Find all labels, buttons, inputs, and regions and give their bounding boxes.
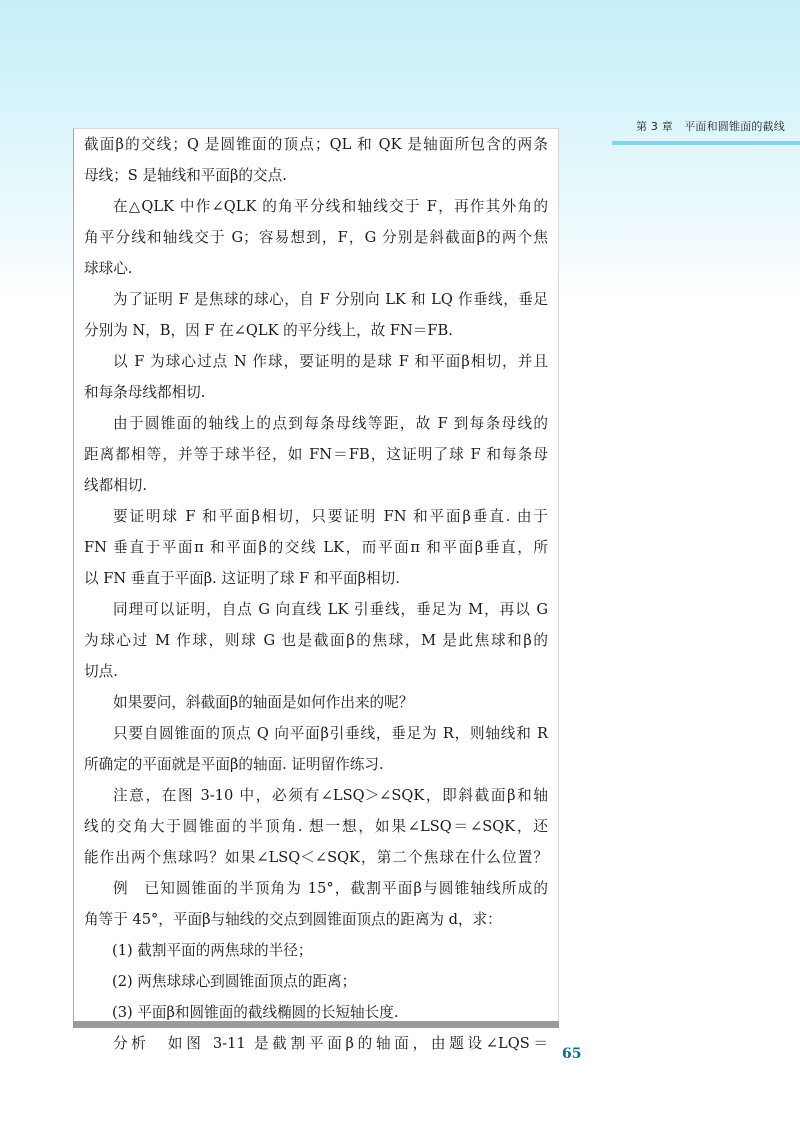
text-line: 以 F 为球心过点 N 作球，要证明的是球 F 和平面β相切，并且: [113, 353, 548, 370]
text-line: 截面β的交线；Q 是圆锥面的顶点；QL 和 QK 是轴面所包含的两条: [84, 136, 548, 153]
text-line: 如果要问，斜截面β的轴面是如何作出来的呢？: [113, 694, 414, 711]
text-line: 距离都相等，并等于球半径，如 FN＝FB，这证明了球 F 和每条母: [84, 446, 548, 463]
text-line: 线都相切.: [84, 477, 148, 494]
text-line: 由于圆锥面的轴线上的点到每条母线等距，故 F 到每条母线的: [113, 415, 548, 432]
text-line: (1) 截割平面的两焦球的半径；: [112, 942, 313, 959]
text-line: 要证明球 F 和平面β相切，只要证明 FN 和平面β垂直. 由于: [113, 508, 548, 525]
text-line: 只要自圆锥面的顶点 Q 向平面β引垂线，垂足为 R，则轴线和 R: [113, 725, 548, 742]
text-line: 和每条母线都相切.: [84, 384, 206, 401]
text-line: 注意，在图 3-10 中，必须有∠LSQ＞∠SQK，即斜截面β和轴: [113, 787, 548, 804]
text-line: FN 垂直于平面π 和平面β的交线 LK，而平面π 和平面β垂直，所: [84, 539, 548, 556]
text-line: 分析 如图 3-11 是截割平面β的轴面，由题设∠LQS＝: [113, 1035, 548, 1052]
text-line: 线的交角大于圆锥面的半顶角. 想一想，如果∠LSQ＝∠SQK，还: [84, 818, 548, 835]
header-rule: [612, 141, 800, 145]
text-line: 同理可以证明，自点 G 向直线 LK 引垂线，垂足为 M，再以 G: [113, 601, 548, 618]
text-line: 分别为 N，B，因 F 在∠QLK 的平分线上，故 FN＝FB.: [84, 322, 453, 339]
text-line: 以 FN 垂直于平面β. 这证明了球 F 和平面β相切.: [84, 570, 400, 587]
text-line: (2) 两焦球球心到圆锥面顶点的距离；: [112, 973, 357, 990]
text-line: 角等于 45°，平面β与轴线的交点到圆锥面顶点的距离为 d，求：: [84, 911, 502, 928]
text-line: 角平分线和轴线交于 G；容易想到，F，G 分别是斜截面β的两个焦: [84, 229, 548, 246]
text-line: (3) 平面β和圆锥面的截线椭圆的长短轴长度.: [112, 1004, 399, 1021]
text-line: 母线；S 是轴线和平面β的交点.: [84, 167, 287, 184]
text-line: 切点.: [84, 663, 118, 680]
chapter-header: 第 3 章 平面和圆锥面的截线: [636, 120, 785, 133]
text-line: 球球心.: [84, 260, 133, 277]
text-line: 为球心过 M 作球，则球 G 也是截面β的焦球，M 是此焦球和β的: [84, 632, 548, 649]
text-line: 为了证明 F 是焦球的球心，自 F 分别向 LK 和 LQ 作垂线，垂足: [113, 291, 548, 308]
page-number: 65: [562, 1046, 582, 1062]
text-line: 在△QLK 中作∠QLK 的角平分线和轴线交于 F，再作其外角的: [113, 198, 548, 215]
text-line: 所确定的平面就是平面β的轴面. 证明留作练习.: [84, 756, 384, 773]
text-line: 例 已知圆锥面的半顶角为 15°，截割平面β与圆锥轴线所成的: [113, 880, 548, 897]
text-line: 能作出两个焦球吗？如果∠LSQ＜∠SQK，第二个焦球在什么位置？: [84, 849, 548, 866]
